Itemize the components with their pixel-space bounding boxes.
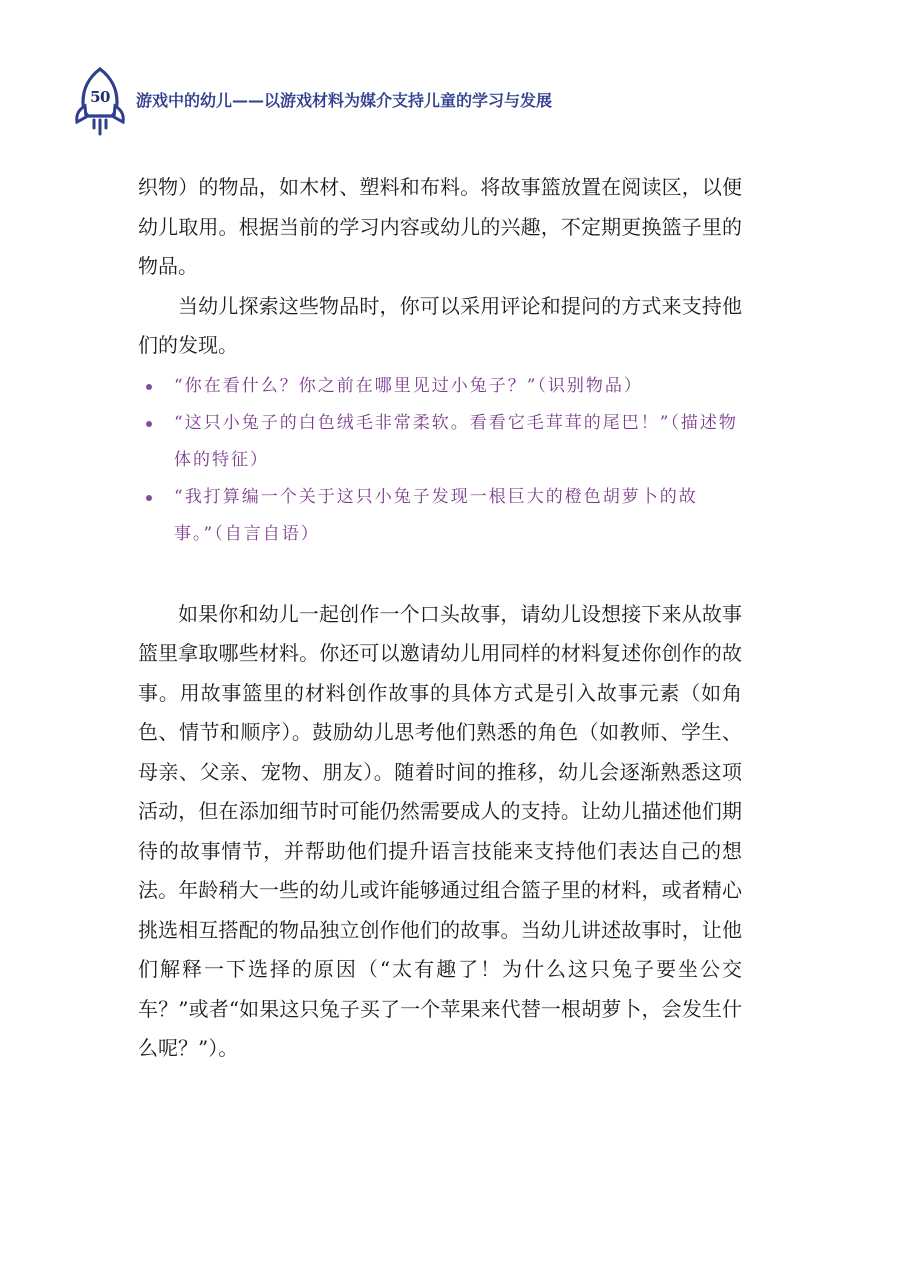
- paragraph-intro-examples: 当幼儿探索这些物品时，你可以采用评论和提问的方式来支持他们的发现。: [138, 293, 742, 357]
- bullet-dot-icon: [146, 495, 152, 501]
- page-header: [74, 66, 834, 138]
- running-title: 游戏中的幼儿——以游戏材料为媒介支持儿童的学习与发展: [136, 91, 553, 110]
- paragraph-continuation: 织物）的物品，如木材、塑料和布料。将故事篮放置在阅读区，以便幼儿取用。根据当前的学习内容或幼儿的兴趣，不定期更换篮子里的物品。: [138, 175, 742, 278]
- bullet-dot-icon: [146, 384, 152, 390]
- list-item: [96, 368, 742, 405]
- list-item: [96, 405, 742, 479]
- paragraph-story-creation: 如果你和幼儿一起创作一个口头故事，请幼儿设想接下来从故事篮里拿取哪些材料。你还可以邀请幼儿用同样的材料复述你创作的故事。用故事篮里的材料创作故事的具体方式是引入故事元素（如角色、情节和顺序）。鼓励幼儿思考他们熟悉的角色（如教师、学生、母亲、父亲、宠物、朋友）。随着时间的推移，幼儿会逐渐熟悉这项活动，但在添加细节时可能仍然需要成人的支持。让幼儿描述他们期待的故事情节，并帮助他们提升语言技能来支持他们表达自己的想法。年龄稍大一些的幼儿或许能够通过组合篮子里的材料，或者精心挑选相互搭配的物品独立创作他们的故事。当幼儿讲述故事时，让他们解释一下选择的原因（“太有趣了！为什么这只兔子要坐公交车？”或者“如果这只兔子买了一个苹果来代替一根胡萝卜，会发生什么呢？”）。: [138, 601, 742, 1060]
- example-text: “你在看什么？你之前在哪里见过小兔子？”（识别物品）: [174, 375, 643, 396]
- example-list: [138, 368, 742, 553]
- page-number-badge: [74, 66, 126, 138]
- list-item: [96, 479, 742, 553]
- page-body: [138, 168, 742, 1069]
- bullet-dot-icon: [146, 421, 152, 427]
- page-number: 50: [90, 88, 110, 106]
- example-text: “这只小兔子的白色绒毛非常柔软。看看它毛茸茸的尾巴！”（描述物体的特征）: [174, 412, 738, 470]
- example-text: “我打算编一个关于这只小兔子发现一根巨大的橙色胡萝卜的故事。”（自言自语）: [174, 486, 698, 544]
